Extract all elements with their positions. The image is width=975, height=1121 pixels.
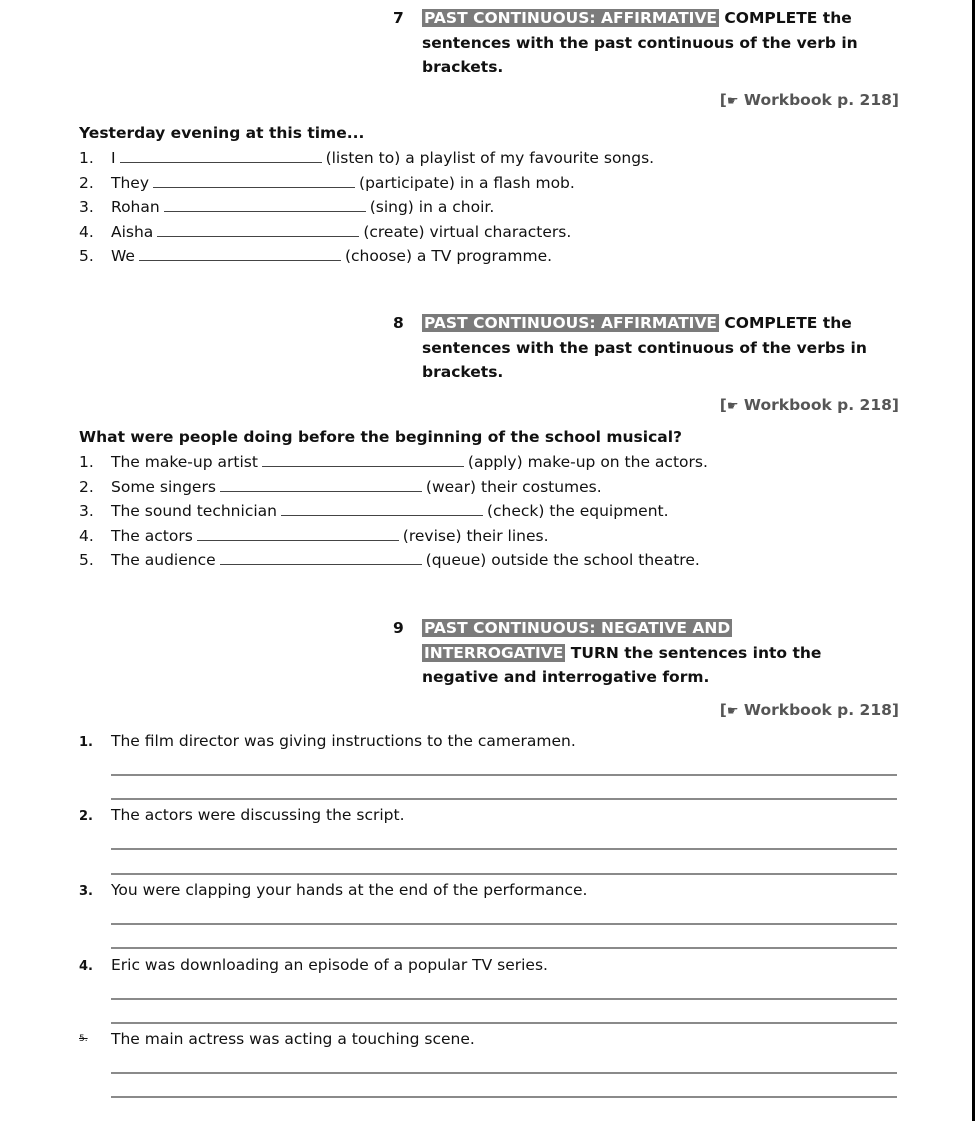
exercise-number: 8 <box>393 314 404 332</box>
exercise-9-heading <box>393 616 903 690</box>
workbook-reference: [☛ Workbook p. 218] <box>719 396 899 414</box>
instruction-text: brackets. <box>422 363 504 381</box>
list-item: 3. The sound technician (check) the equipment. <box>79 502 669 520</box>
answer-line[interactable] <box>111 774 897 776</box>
answer-line[interactable] <box>111 1072 897 1074</box>
question-sentence: The film director was giving instructions to the cameramen. <box>111 732 576 750</box>
answer-blank[interactable] <box>153 173 355 188</box>
list-item: 4. The actors (revise) their lines. <box>79 526 549 545</box>
workbook-reference: [☛ Workbook p. 218] <box>719 701 899 719</box>
answer-blank[interactable] <box>220 550 422 565</box>
question-item: 5. The main actress was acting a touching scene. <box>79 1030 475 1048</box>
instruction-text: sentences with the past continuous of the verb in <box>422 33 858 52</box>
exercise-8-list <box>79 450 708 573</box>
question-item: 3. You were clapping your hands at the end of the performance. <box>79 881 588 899</box>
list-item: 2. Some singers (wear) their costumes. <box>79 477 602 496</box>
answer-line[interactable] <box>111 998 897 1000</box>
list-item: 1. The make-up artist (apply) make-up on the actors. <box>79 453 708 471</box>
list-item: 1. I (listen to) a playlist of my favourite songs. <box>79 149 655 167</box>
instruction-text: COMPLETE the <box>719 314 852 332</box>
list-item: 4. Aisha (create) virtual characters. <box>79 222 572 241</box>
instruction-text: TURN the sentences into the <box>565 643 822 662</box>
answer-blank[interactable] <box>157 222 359 237</box>
answer-blank[interactable] <box>120 148 322 163</box>
answer-line[interactable] <box>111 848 897 850</box>
list-item: 3. Rohan (sing) in a choir. <box>79 198 495 216</box>
list-item: 5. The audience (queue) outside the school theatre. <box>79 551 700 569</box>
pointing-hand-icon: ☛ <box>726 94 739 109</box>
instruction-text: sentences with the past continuous of the verbs in <box>422 338 867 357</box>
exercise-8-heading <box>393 311 903 385</box>
exercise-7-list <box>79 146 654 269</box>
pointing-hand-icon: ☛ <box>726 704 739 719</box>
question-sentence: The main actress was acting a touching scene. <box>111 1030 475 1048</box>
topic-highlight: PAST CONTINUOUS: NEGATIVE AND <box>424 619 731 637</box>
question-item: 4. Eric was downloading an episode of a popular TV series. <box>79 956 548 974</box>
exercise-intro: Yesterday evening at this time... <box>79 124 365 142</box>
answer-blank[interactable] <box>164 197 366 212</box>
answer-blank[interactable] <box>220 477 422 492</box>
answer-blank[interactable] <box>197 526 399 541</box>
workbook-reference: [☛ Workbook p. 218] <box>719 91 899 109</box>
answer-line[interactable] <box>111 798 897 800</box>
topic-highlight: INTERROGATIVE <box>424 643 564 662</box>
answer-line[interactable] <box>111 947 897 949</box>
question-item: 2. The actors were discussing the script. <box>79 806 405 824</box>
answer-blank[interactable] <box>281 501 483 516</box>
instruction-text: brackets. <box>422 58 504 76</box>
exercise-number: 7 <box>393 9 404 27</box>
question-sentence: The actors were discussing the script. <box>111 806 405 824</box>
answer-line[interactable] <box>111 1096 897 1098</box>
answer-line[interactable] <box>111 923 897 925</box>
exercise-number: 9 <box>393 619 404 637</box>
answer-blank[interactable] <box>262 452 464 467</box>
question-sentence: You were clapping your hands at the end of the performance. <box>111 881 588 899</box>
topic-highlight: PAST CONTINUOUS: AFFIRMATIVE <box>424 9 718 27</box>
pointing-hand-icon: ☛ <box>726 399 739 414</box>
instruction-text: COMPLETE the <box>719 9 852 27</box>
topic-highlight: PAST CONTINUOUS: AFFIRMATIVE <box>424 314 718 332</box>
exercise-7-heading <box>393 6 903 80</box>
instruction-text: negative and interrogative form. <box>422 668 710 686</box>
exercise-intro: What were people doing before the beginning of the school musical? <box>79 428 683 446</box>
answer-line[interactable] <box>111 1022 897 1024</box>
question-sentence: Eric was downloading an episode of a popular TV series. <box>111 956 548 974</box>
list-item: 5. We (choose) a TV programme. <box>79 247 553 265</box>
question-item: 1. The film director was giving instructions to the cameramen. <box>79 732 576 750</box>
answer-line[interactable] <box>111 873 897 875</box>
list-item: 2. They (participate) in a flash mob. <box>79 173 575 192</box>
answer-blank[interactable] <box>139 246 341 261</box>
